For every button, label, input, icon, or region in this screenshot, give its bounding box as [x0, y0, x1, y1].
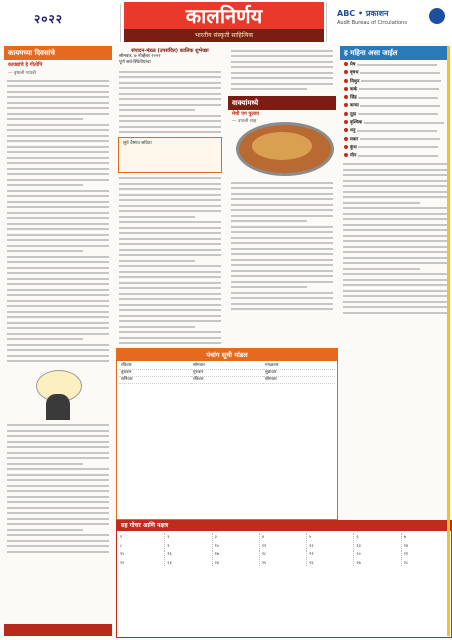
strip-cell: १९ [308, 550, 354, 558]
col3-heading: वाक्यांमध्ये [228, 96, 336, 110]
strip-cell: २२ [119, 559, 165, 567]
strip-cell: २० [355, 550, 401, 558]
horoscope-item: कन्या [344, 103, 446, 109]
strip-cell: १० [214, 542, 260, 550]
panchang-row: मंगळवार [263, 363, 335, 370]
panchang-row: गुरुवार [191, 370, 263, 377]
abc-label: ABC • प्रकाशन [337, 9, 389, 18]
panchang-row: शुक्रवार [263, 370, 335, 377]
col2-heading: संपादन-मंडळ (उपसंवित) कालिक शुभेच्छा [131, 48, 209, 54]
horoscope-item: मीन [344, 153, 446, 159]
right-edge-rule [447, 46, 450, 636]
masthead-tagline: भारतीय संस्कृती साहित्यिक [124, 29, 324, 42]
strip-cell: १३ [355, 542, 401, 550]
col2-body-a [116, 71, 224, 134]
strip-cell: १८ [261, 550, 307, 558]
col1-body-bottom [4, 424, 112, 553]
strip-heading: ग्रह गोचर आणि नक्षत्र [117, 521, 451, 531]
strip-cell: १५ [119, 550, 165, 558]
col1-author: — वृषाली गायत्री [8, 71, 36, 76]
col1-heading: कायमच्या दिवसांचे [4, 46, 112, 60]
col2-body-b [116, 177, 224, 350]
strip-cell: ९ [166, 542, 212, 550]
masthead-header [0, 0, 452, 44]
panchang-heading: पंचांग सूची मांडल [117, 349, 337, 361]
strip-cell: १७ [214, 550, 260, 558]
panchang-row: रविवार [191, 377, 263, 384]
strip-cell: २७ [355, 559, 401, 567]
horoscope-list [340, 62, 450, 160]
panchang-row: बुधवार [119, 370, 191, 377]
masthead-title: कालनिर्णय [185, 4, 263, 28]
col2-date-line: सोमवार, ७ नोव्हेंबर २०२२ [119, 54, 161, 59]
col2-callout-box [118, 137, 222, 173]
col3-author: — उपाली शाह [232, 119, 257, 124]
abc-logo-icon [429, 8, 445, 24]
strip-cell: ३ [214, 533, 260, 541]
strip-cell: २८ [403, 559, 449, 567]
abc-subtitle: Audit Bureau of Circulations [337, 20, 407, 26]
panchang-row: सोमवार [263, 377, 335, 384]
col2-callout-text: सूर्य वैष्णव सविता [123, 141, 152, 146]
strip-cell: २५ [261, 559, 307, 567]
strip-cell: १६ [166, 550, 212, 558]
horoscope-item: मिथुन [344, 79, 446, 85]
strip-cell: ५ [308, 533, 354, 541]
col2-sub-line: पूर्ण सर्व-स्थितीयांचा [119, 59, 151, 65]
strip-cell: २ [166, 533, 212, 541]
col4-body [340, 163, 450, 314]
year-box [4, 4, 121, 42]
horoscope-item: सिंह [344, 95, 446, 101]
horoscope-item: वृषभ [344, 70, 446, 76]
col3-food-image [232, 118, 332, 174]
strip-cell: २४ [214, 559, 260, 567]
strip-cell: ४ [261, 533, 307, 541]
strip-cell: २१ [403, 550, 449, 558]
panchang-box [116, 348, 338, 520]
col3-body [228, 178, 336, 310]
col1-illustration [28, 368, 88, 418]
strip-cell: १ [119, 533, 165, 541]
panchang-row: शनिवार [119, 377, 191, 384]
horoscope-item: वृश्चिक [344, 120, 446, 126]
panchang-row: सोमवार [191, 363, 263, 370]
col3-top-text [228, 50, 336, 91]
col1-body-top [4, 80, 112, 363]
year-label: २०२२ [34, 12, 63, 26]
col3-subheading: मेथी एग पुलाव [232, 111, 259, 117]
horoscope-item: धनु [344, 128, 446, 134]
strip-grid [117, 531, 451, 568]
col1-subheading: कायद्यांचे हे गीतोपि [8, 62, 43, 68]
horoscope-item: कर्क [344, 87, 446, 93]
col2-dates [116, 46, 224, 67]
strip-cell: १४ [403, 542, 449, 550]
strip-cell: २६ [308, 559, 354, 567]
strip-cell: ६ [355, 533, 401, 541]
strip-cell: ८ [119, 542, 165, 550]
strip-cell: ११ [261, 542, 307, 550]
bottom-calendar-strip [116, 520, 452, 638]
abc-box [326, 2, 451, 42]
strip-cell: २३ [166, 559, 212, 567]
horoscope-item: तूळ [344, 112, 446, 118]
strip-cell: ७ [403, 533, 449, 541]
col4-heading: ह महिना असा जाईल [340, 46, 450, 60]
panchang-grid [117, 361, 337, 386]
masthead-banner [124, 2, 324, 42]
horoscope-item: मकर [344, 137, 446, 143]
strip-cell: १२ [308, 542, 354, 550]
horoscope-item: मेष [344, 62, 446, 68]
horoscope-item: कुंभ [344, 145, 446, 151]
panchang-row: रविवार [119, 363, 191, 370]
col1-footer-band [4, 624, 112, 636]
column-1 [4, 46, 112, 636]
